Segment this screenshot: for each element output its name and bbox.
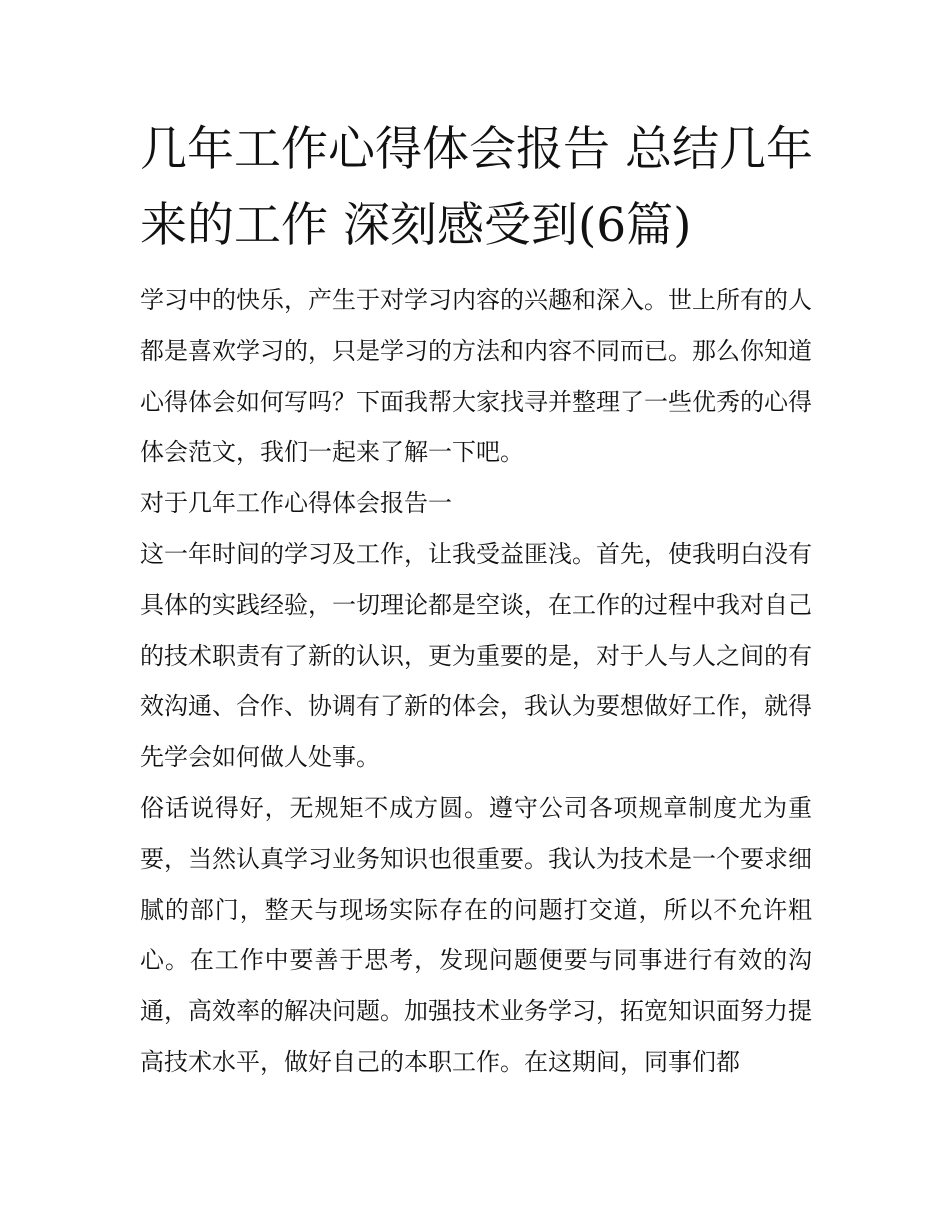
section-heading: 对于几年工作心得体会报告一 [140, 489, 452, 518]
document-body [140, 275, 812, 1088]
body-paragraph: 俗话说得好，无规矩不成方圆。遵守公司各项规章制度尤为重要，当然认真学习业务知识也很重要。我认为技术是一个要求细腻的部门，整天与现场实际存在的问题打交道，所以不允许粗心。在工作中要善于思考，发现问题便要与同事进行有效的沟通，高效率的解决问题。加强技术业务学习，拓宽知识面努力提高技术水平，做好自己的本职工作。在这期间，同事们都 [140, 793, 812, 1076]
document-title: 几年工作心得体会报告 总结几年来的工作 深刻感受到(6篇) [140, 122, 813, 253]
body-paragraph: 这一年时间的学习及工作，让我受益匪浅。首先，使我明白没有具体的实践经验，一切理论都是空谈，在工作的过程中我对自己的技术职责有了新的认识，更为重要的是，对于人与人之间的有效沟通、合作、协调有了新的体会，我认为要想做好工作，就得先学会如何做人处事。 [140, 539, 812, 772]
intro-paragraph: 学习中的快乐，产生于对学习内容的兴趣和深入。世上所有的人都是喜欢学习的，只是学习的方法和内容不同而已。那么你知道心得体会如何写吗？下面我帮大家找寻并整理了一些优秀的心得体会范文，我们一起来了解一下吧。 [140, 286, 812, 467]
